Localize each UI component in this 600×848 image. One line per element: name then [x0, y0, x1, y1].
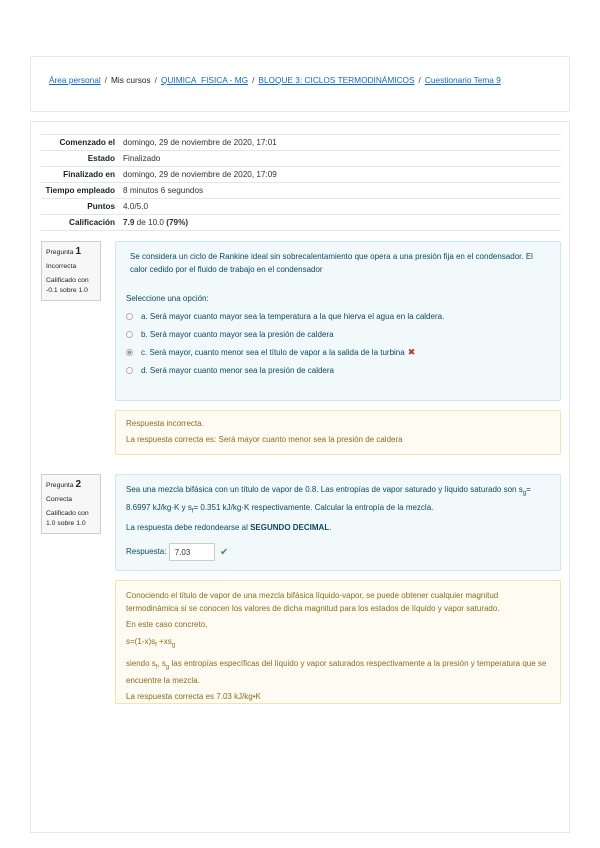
- feedback-correct-answer: La respuesta correcta es: Será mayor cuanto menor sea la presión de caldera: [126, 435, 403, 444]
- answer-option-c[interactable]: c. Será mayor, cuanto menor sea el título de vapor a la salida de la turbina ✖: [126, 346, 550, 359]
- radio-button[interactable]: [126, 313, 133, 320]
- summary-row-time: Tiempo empleado 8 minutos 6 segundos: [41, 182, 561, 198]
- question-text: Sea una mezcla bifásica con un título de vapor de 0.8. Las entropías de vapor saturado y líquido saturado son $s_g= 8.6997$ kJ/kg·K y $s_f= 0.351$ kJ/kg·K respectivamente. Calcular la entropía de la mezcla.: [126, 485, 531, 515]
- question-2-feedback: [115, 580, 561, 704]
- question-grade: Calificado con 1.0 sobre 1.0: [46, 510, 89, 527]
- correct-check-icon: ✔: [219, 546, 229, 558]
- radio-button-selected[interactable]: [126, 349, 133, 356]
- select-option-prompt: Seleccione una opción:: [126, 294, 209, 303]
- breadcrumb-area-personal[interactable]: Área personal: [49, 75, 101, 85]
- question-status: Correcta: [46, 496, 73, 503]
- feedback-text: En este caso concreto,: [126, 620, 208, 629]
- grade-value: 7.9: [123, 218, 135, 227]
- question-text: Se considera un ciclo de Rankine ideal sin sobrecalentamiento que opera a una presión fija en el condensador. El calor cedido por el fluido de trabajo en el condensador: [130, 252, 533, 274]
- summary-row-completed: Finalizado en domingo, 29 de noviembre de 2020, 17:09: [41, 166, 561, 182]
- breadcrumb-quiz[interactable]: Cuestionario Tema 9: [424, 75, 501, 85]
- breadcrumb-course[interactable]: QUIMICA_FISICA - MG: [160, 75, 249, 85]
- feedback-correct-answer: La respuesta correcta es 7.03 kJ/kg•K: [126, 692, 261, 702]
- breadcrumb-separator: /: [418, 75, 421, 85]
- feedback-formula: $s=(1-x)s_f +xs_g$: [126, 637, 176, 649]
- summary-row-points: Puntos 4.0/5.0: [41, 198, 561, 214]
- breadcrumb: [49, 75, 501, 85]
- feedback-result: Respuesta incorrecta.: [126, 419, 204, 428]
- answer-option-b[interactable]: b. Será mayor cuanto mayor sea la presión de caldera: [126, 328, 550, 341]
- question-number: 1: [75, 246, 82, 257]
- answer-option-d[interactable]: d. Será mayor cuanto menor sea la presión de caldera: [126, 364, 550, 377]
- breadcrumb-separator: /: [154, 75, 157, 85]
- answer-input[interactable]: 7.03: [169, 543, 215, 561]
- quiz-review-card: [30, 121, 570, 833]
- attempt-summary-table: [41, 134, 561, 231]
- question-1-feedback: [115, 410, 561, 455]
- breadcrumb-mis-cursos: Mis cursos: [110, 75, 151, 85]
- breadcrumb-card: [30, 56, 570, 112]
- summary-row-grade: Calificación 7.9 de 10.0 (79%): [41, 214, 561, 231]
- question-2-info: Pregunta 2 Correcta Calificado con 1.0 sobre 1.0: [41, 474, 101, 534]
- radio-button[interactable]: [126, 331, 133, 338]
- summary-row-started: Comenzado el domingo, 29 de noviembre de 2020, 17:01: [41, 134, 561, 150]
- radio-button[interactable]: [126, 367, 133, 374]
- incorrect-icon: ✖: [407, 347, 416, 357]
- answer-label: Respuesta:: [126, 547, 167, 557]
- feedback-explanation: Conociendo el título de vapor de una mezcla bifásica líquido-vapor, se puede obtener cualquier magnitud termodinámica si se conocen los valores de dicha magnitud para los estados de líquido y vapor saturado.: [126, 591, 500, 613]
- answer-row: [126, 543, 550, 561]
- question-grade: Calificado con -0.1 sobre 1.0: [46, 277, 89, 294]
- rounding-instruction: La respuesta debe redondearse al SEGUNDO DECIMAL.: [126, 523, 332, 533]
- answer-option-a[interactable]: a. Será mayor cuanto mayor sea la temperatura a la que hierva el agua en la caldera.: [126, 310, 550, 323]
- grade-percent: (79%): [166, 218, 189, 227]
- breadcrumb-separator: /: [104, 75, 107, 85]
- summary-row-state: Estado Finalizado: [41, 150, 561, 166]
- question-status: Incorrecta: [46, 263, 77, 270]
- breadcrumb-separator: /: [252, 75, 255, 85]
- breadcrumb-section[interactable]: BLOQUE 3: CICLOS TERMODINÁMICOS: [258, 75, 415, 85]
- question-1-info: Pregunta 1 Incorrecta Calificado con -0.1 sobre 1.0: [41, 241, 101, 301]
- feedback-definition: siendo $s_f$, $s_g$ las entropías específicas del líquido y vapor saturados respectivamente a la presión y temperatura que se encuentre la mezcla.: [126, 658, 547, 686]
- question-2-content: [115, 474, 561, 571]
- question-number: 2: [75, 479, 82, 490]
- question-1-content: [115, 241, 561, 401]
